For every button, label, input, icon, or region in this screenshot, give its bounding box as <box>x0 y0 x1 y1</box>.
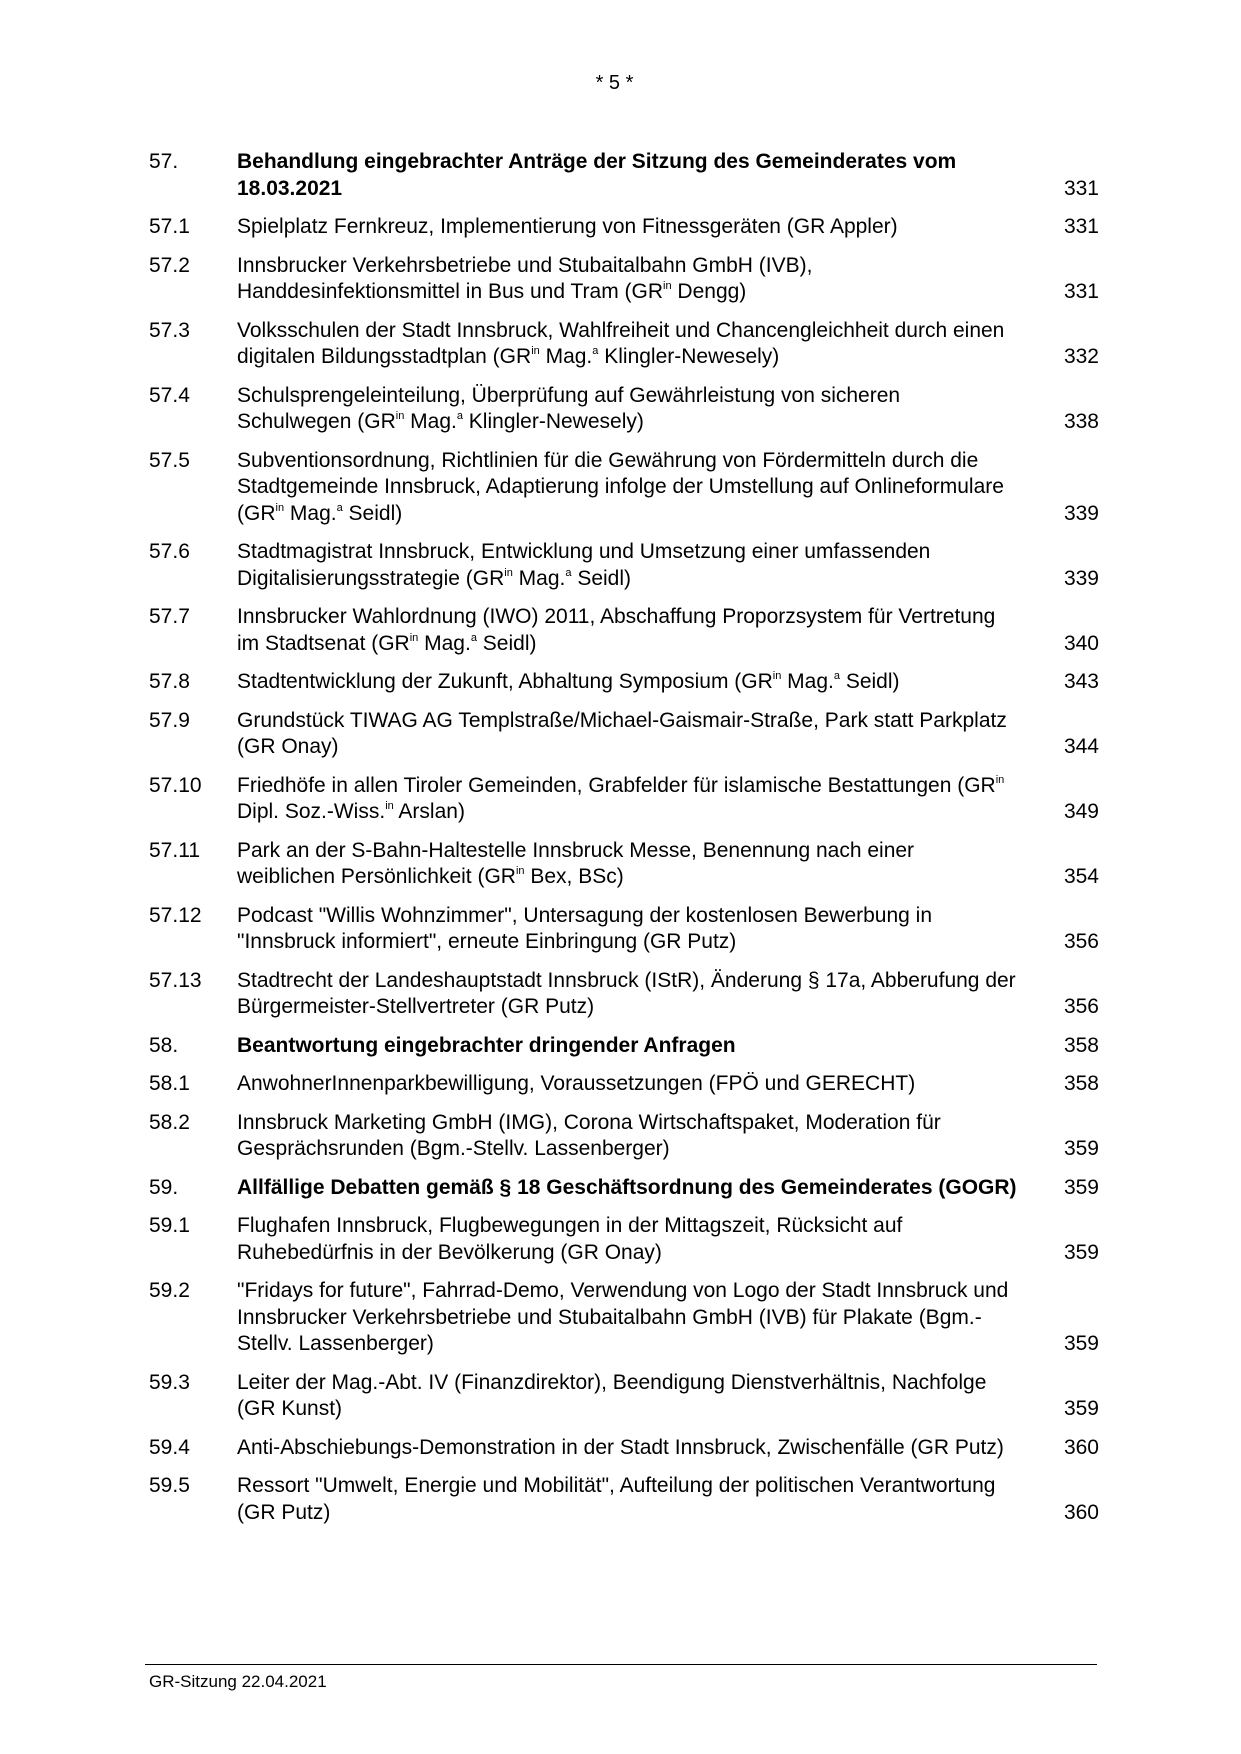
title-text: Leiter der Mag.-Abt. IV (Finanzdirektor), Beendigung Dienstverhältnis, Nachfolge (GR Kunst) <box>237 1370 987 1420</box>
toc-entry-page: 358 <box>1063 1072 1099 1095</box>
toc-entry <box>149 1175 1099 1202</box>
toc-entry-title <box>237 1213 1017 1266</box>
toc-entry-title <box>237 1370 1017 1423</box>
toc-entry-title <box>237 1033 1017 1060</box>
page-number-text: * 5 * <box>595 72 634 94</box>
toc-entry <box>149 539 1099 592</box>
toc-entry-page: 356 <box>1063 930 1099 953</box>
toc-entry-title <box>237 773 1017 826</box>
title-superscript: a <box>833 670 840 682</box>
title-text: Arslan) <box>393 800 465 823</box>
toc-entry-page: 354 <box>1063 865 1099 888</box>
toc-entry <box>149 253 1099 306</box>
toc-entry-number: 57.4 <box>149 383 190 407</box>
title-text: Subventionsordnung, Richtlinien für die Gewährung von Fördermitteln durch die Stadtgemeinde Innsbruck, Adaptierung infolge der Umstellung auf Onlineformulare (GR <box>237 448 1004 525</box>
toc-entry-title <box>237 1435 1017 1462</box>
title-text: Seidl) <box>571 566 632 590</box>
toc-entry-number: 57.12 <box>149 903 202 927</box>
toc-entry-number: 57.11 <box>149 838 200 862</box>
toc-entry-number: 58.1 <box>149 1072 190 1095</box>
toc-entry <box>149 149 1099 202</box>
toc-entry-title <box>237 604 1017 657</box>
title-text: Mag. <box>284 501 337 525</box>
toc-entry <box>149 838 1099 891</box>
toc-entry-title <box>237 214 1017 241</box>
table-of-contents <box>149 149 1099 1538</box>
title-text: Behandlung eingebrachter Anträge der Sitzung des Gemeinderates vom 18.03.2021 <box>237 150 957 200</box>
toc-entry <box>149 903 1099 956</box>
title-superscript: in <box>531 345 540 357</box>
title-superscript: in <box>504 566 513 579</box>
toc-entry-page: 344 <box>1063 735 1099 758</box>
toc-entry-number: 57. <box>149 150 179 173</box>
title-text: Klingler-Newesely) <box>598 345 780 368</box>
title-text: Podcast "Willis Wohnzimmer", Untersagung der kostenlosen Bewerbung in "Innsbruck informiert", erneute Einbringung (GR Putz) <box>237 903 933 953</box>
toc-entry-page: 360 <box>1063 1500 1099 1524</box>
title-superscript: a <box>470 631 477 644</box>
toc-entry-number: 59.1 <box>149 1214 190 1237</box>
toc-entry-title <box>237 448 1017 528</box>
title-text: Innsbruck Marketing GmbH (IMG), Corona Wirtschaftspaket, Moderation für Gesprächsrunden (Bgm.-Stellv. Lassenberger) <box>237 1110 941 1160</box>
title-text: Schulsprengeleinteilung, Überprüfung auf Gewährleistung von sicheren Schulwegen (GR <box>237 383 901 433</box>
toc-entry <box>149 214 1099 241</box>
toc-entry <box>149 1213 1099 1266</box>
title-text: Innsbrucker Verkehrsbetriebe und Stubaitalbahn GmbH (IVB), Handdesinfektionsmittel in Bus und Tram (GR <box>237 253 813 303</box>
toc-entry-number: 57.9 <box>149 708 190 732</box>
toc-entry-page: 343 <box>1063 670 1099 693</box>
toc-entry-page: 339 <box>1063 566 1099 590</box>
title-text: Mag. <box>539 345 593 368</box>
title-superscript: a <box>592 345 599 357</box>
toc-entry-title <box>237 1473 1017 1526</box>
toc-entry-page: 331 <box>1063 280 1099 303</box>
toc-entry-number: 57.8 <box>149 670 190 693</box>
toc-entry-number: 59.3 <box>149 1370 190 1394</box>
title-text: Seidl) <box>342 501 403 525</box>
toc-entry-page: 359 <box>1063 1397 1099 1420</box>
toc-entry <box>149 968 1099 1021</box>
toc-entry-number: 59.2 <box>149 1279 190 1302</box>
toc-entry <box>149 1370 1099 1423</box>
toc-entry-page: 339 <box>1063 501 1099 525</box>
toc-entry <box>149 604 1099 657</box>
title-text: Grundstück TIWAG AG Templstraße/Michael-Gaismair-Straße, Park statt Parkplatz (GR Onay) <box>237 708 1007 758</box>
title-superscript: a <box>565 566 572 579</box>
toc-entry-number: 57.3 <box>149 318 190 342</box>
toc-entry <box>149 1110 1099 1163</box>
toc-entry <box>149 773 1099 826</box>
toc-entry-page: 359 <box>1063 1175 1099 1199</box>
toc-entry-page: 359 <box>1063 1137 1099 1160</box>
toc-entry-title <box>237 149 1017 202</box>
title-text: Mag. <box>781 670 834 693</box>
title-text: Seidl) <box>476 631 537 655</box>
toc-entry-title <box>237 539 1017 592</box>
title-text: Stadtrecht der Landeshauptstadt Innsbruck (IStR), Änderung § 17a, Abberufung der Bürgermeister-Stellvertreter (GR Putz) <box>237 968 1016 1018</box>
toc-entry-page: 359 <box>1063 1332 1099 1355</box>
title-text: Flughafen Innsbruck, Flugbewegungen in der Mittagszeit, Rücksicht auf Ruhebedürfnis in der Bevölkerung (GR Onay) <box>237 1214 903 1264</box>
title-text: Mag. <box>512 566 566 590</box>
title-text: Allfällige Debatten gemäß § 18 Geschäftsordnung des Gemeinderates (GOGR) <box>237 1175 1017 1199</box>
toc-entry-page: 359 <box>1063 1240 1099 1264</box>
toc-entry-number: 57.6 <box>149 540 190 563</box>
toc-entry <box>149 448 1099 528</box>
toc-entry-title <box>237 1278 1017 1358</box>
title-superscript: in <box>395 410 405 422</box>
title-text: Stadtentwicklung der Zukunft, Abhaltung Symposium (GR <box>237 670 773 693</box>
page-number <box>0 72 1241 95</box>
toc-entry-title <box>237 1071 1017 1098</box>
toc-entry <box>149 1278 1099 1358</box>
toc-entry-number: 57.10 <box>149 773 202 797</box>
toc-entry-page: 331 <box>1063 215 1099 238</box>
title-text: Volksschulen der Stadt Innsbruck, Wahlfreiheit und Chancengleichheit durch einen digitalen Bildungsstadtplan (GR <box>237 318 1005 368</box>
toc-entry-title <box>237 318 1017 371</box>
title-text: AnwohnerInnenparkbewilligung, Voraussetzungen (FPÖ und GERECHT) <box>237 1072 916 1095</box>
title-text: Stadtmagistrat Innsbruck, Entwicklung und Umsetzung einer umfassenden Digitalisierungsstrategie (GR <box>237 540 931 590</box>
title-text: Bex, BSc) <box>524 865 624 888</box>
title-superscript: a <box>336 501 343 514</box>
title-text: "Fridays for future", Fahrrad-Demo, Verwendung von Logo der Stadt Innsbruck und Innsbrucker Verkehrsbetriebe und Stubaitalbahn GmbH (IVB) für Plakate (Bgm.-Stellv. Lassenberger) <box>237 1279 1009 1355</box>
toc-entry-number: 57.2 <box>149 253 190 277</box>
toc-entry-page: 360 <box>1063 1435 1099 1459</box>
toc-entry-page: 356 <box>1063 995 1099 1018</box>
toc-entry-number: 58.2 <box>149 1110 190 1134</box>
toc-entry-page: 331 <box>1063 176 1099 200</box>
toc-entry-page: 338 <box>1063 410 1099 433</box>
toc-entry <box>149 1033 1099 1060</box>
toc-entry-number: 58. <box>149 1033 179 1057</box>
title-superscript: in <box>995 773 1005 786</box>
toc-entry-title <box>237 1175 1017 1202</box>
title-text: Spielplatz Fernkreuz, Implementierung von Fitnessgeräten (GR Appler) <box>237 215 898 238</box>
toc-entry-number: 59.5 <box>149 1474 190 1497</box>
title-text: Ressort "Umwelt, Energie und Mobilität", Aufteilung der politischen Verantwortung (GR Putz) <box>237 1474 996 1524</box>
toc-entry-title <box>237 838 1017 891</box>
toc-entry-title <box>237 383 1017 436</box>
toc-entry-page: 340 <box>1063 631 1099 655</box>
toc-entry-page: 358 <box>1063 1033 1099 1057</box>
toc-entry <box>149 1071 1099 1098</box>
toc-entry-page: 349 <box>1063 800 1099 823</box>
title-text: Mag. <box>418 631 471 655</box>
title-superscript: in <box>663 280 672 292</box>
toc-entry-number: 57.5 <box>149 448 190 472</box>
title-superscript: in <box>385 800 394 812</box>
title-text: Mag. <box>404 410 457 433</box>
toc-entry <box>149 1435 1099 1462</box>
title-text: Dengg) <box>671 280 747 303</box>
toc-entry-title <box>237 253 1017 306</box>
title-text: Seidl) <box>840 670 900 693</box>
toc-entry <box>149 1473 1099 1526</box>
toc-entry-number: 57.1 <box>149 215 190 238</box>
title-text: Beantwortung eingebrachter dringender Anfragen <box>237 1033 736 1057</box>
toc-entry-number: 57.7 <box>149 605 190 628</box>
toc-entry-number: 59.4 <box>149 1435 190 1459</box>
title-text: Friedhöfe in allen Tiroler Gemeinden, Grabfelder für islamische Bestattungen (GR <box>237 773 996 797</box>
toc-entry-title <box>237 903 1017 956</box>
title-text: Dipl. Soz.-Wiss. <box>237 800 386 823</box>
title-text: Park an der S-Bahn-Haltestelle Innsbruck Messe, Benennung nach einer weiblichen Persönlichkeit (GR <box>237 838 915 888</box>
title-superscript: in <box>275 501 285 514</box>
toc-entry-title <box>237 968 1017 1021</box>
toc-entry-title <box>237 1110 1017 1163</box>
title-superscript: in <box>409 631 419 644</box>
toc-entry <box>149 708 1099 761</box>
title-superscript: a <box>456 410 463 422</box>
footer-text: GR-Sitzung 22.04.2021 <box>149 1672 327 1691</box>
title-text: Anti-Abschiebungs-Demonstration in der Stadt Innsbruck, Zwischenfälle (GR Putz) <box>237 1435 1004 1459</box>
toc-entry-page: 332 <box>1063 345 1099 368</box>
toc-entry <box>149 318 1099 371</box>
toc-entry-title <box>237 669 1017 696</box>
title-superscript: in <box>772 670 782 682</box>
toc-entry <box>149 669 1099 696</box>
title-text: Klingler-Newesely) <box>462 410 644 433</box>
title-superscript: in <box>515 865 525 877</box>
toc-entry <box>149 383 1099 436</box>
toc-entry-number: 59. <box>149 1175 179 1199</box>
footer-divider <box>145 1664 1097 1665</box>
toc-entry-number: 57.13 <box>149 968 202 992</box>
title-text: Innsbrucker Wahlordnung (IWO) 2011, Abschaffung Proporzsystem für Vertretung im Stadtsenat (GR <box>237 605 996 655</box>
toc-entry-title <box>237 708 1017 761</box>
